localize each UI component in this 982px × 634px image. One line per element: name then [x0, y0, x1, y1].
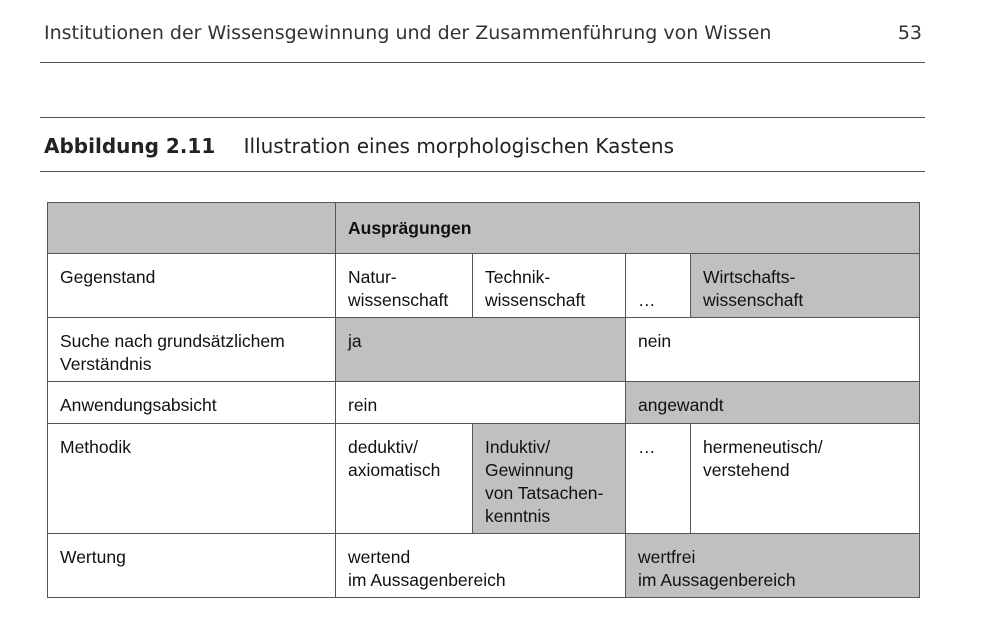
cell-wirtschaftswissenschaft: Wirtschafts- wissenschaft	[691, 254, 920, 318]
row-label-gegenstand: Gegenstand	[48, 254, 336, 318]
header-auspraegungen	[336, 203, 920, 254]
header-label: Ausprägungen	[348, 217, 472, 238]
table-row	[48, 424, 920, 534]
page-number: 53	[897, 22, 922, 44]
cell-ellipsis: …	[626, 424, 691, 534]
running-header	[44, 22, 922, 44]
row-label-suche: Suche nach grundsätzlichem Verständnis	[48, 318, 336, 382]
row-label-anwendungsabsicht: Anwendungsabsicht	[48, 382, 336, 424]
cell-wertend: wertend im Aussagenbereich	[336, 534, 626, 598]
table-row	[48, 318, 920, 382]
row-label-methodik: Methodik	[48, 424, 336, 534]
table-row	[48, 254, 920, 318]
caption-bottom-rule	[40, 171, 925, 172]
cell-nein: nein	[626, 318, 920, 382]
caption-top-rule	[40, 117, 925, 118]
table-row	[48, 382, 920, 424]
running-title: Institutionen der Wissensgewinnung und der Zusammenführung von Wissen	[44, 22, 772, 44]
table-header-row	[48, 203, 920, 254]
table-row	[48, 534, 920, 598]
figure-title: Illustration eines morphologischen Kastens	[243, 134, 675, 158]
cell-naturwissenschaft: Natur- wissenschaft	[336, 254, 473, 318]
figure-caption	[44, 134, 674, 158]
cell-technikwissenschaft: Technik- wissenschaft	[473, 254, 626, 318]
cell-deduktiv: deduktiv/ axiomatisch	[336, 424, 473, 534]
cell-ja: ja	[336, 318, 626, 382]
cell-angewandt: angewandt	[626, 382, 920, 424]
cell-ellipsis: …	[626, 254, 691, 318]
cell-wertfrei: wertfrei im Aussagenbereich	[626, 534, 920, 598]
cell-rein: rein	[336, 382, 626, 424]
morphological-box-table	[47, 202, 920, 598]
cell-induktiv: Induktiv/ Gewinnung von Tatsachen- kenntnis	[473, 424, 626, 534]
figure-number: Abbildung 2.11	[44, 134, 216, 158]
header-rule	[40, 62, 925, 63]
header-empty-cell	[48, 203, 336, 254]
row-label-wertung: Wertung	[48, 534, 336, 598]
cell-hermeneutisch: hermeneutisch/ verstehend	[691, 424, 920, 534]
